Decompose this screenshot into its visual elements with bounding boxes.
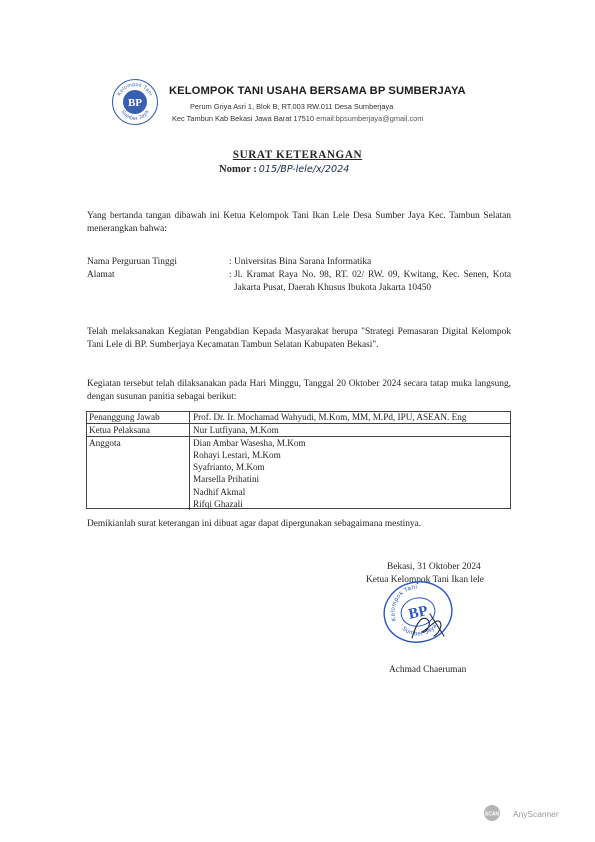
table-row (86, 424, 511, 437)
svg-text:Kelompok Tani: Kelompok Tani (390, 584, 418, 622)
signature-place-date: Bekasi, 31 Oktober 2024 (387, 562, 481, 572)
address-line-1: Perum Griya Asri 1, Blok B, RT.003 RW.011 Desa Sumberjaya (190, 102, 394, 111)
role-cell: Penanggung Jawab (86, 411, 190, 424)
closing-paragraph: Demikianlah surat keterangan ini dibuat agar dapat dipergunakan sebagaimana mestinya. (87, 519, 422, 529)
person-cell: Nadhif Akmal (193, 486, 246, 497)
scanner-app-name: AnyScanner (513, 809, 559, 819)
person-cell: Dian Ambar Wasesha, M.Kom (193, 438, 306, 449)
field-label-address: Alamat (87, 270, 115, 280)
letter-number-value: 015/BP-lele/x/2024 (258, 164, 350, 175)
letter-title-text: SURAT KETERANGAN (232, 149, 363, 161)
table-row (86, 411, 511, 424)
person-cell: Prof. Dr. Ir. Mochamad Wahyudi, M.Kom, MM, M.Pd, IPU, ASEAN. Eng (190, 411, 512, 424)
person-cell: Rohayi Lestari, M.Kom (193, 450, 281, 461)
activity-paragraph: Telah melaksanakan Kegiatan Pengabdian Kepada Masyarakat berupa "Strategi Pemasaran Digital Kelompok Tani Lele di BP. Sumberjaya Kecamatan Tambun Selatan Kabupaten Bekasi". (87, 327, 511, 351)
signature-position: Ketua Kelompok Tani Ikan lele (366, 575, 484, 585)
role-cell: Ketua Pelaksana (86, 424, 190, 437)
field-label-university: Nama Perguruan Tinggi (87, 257, 177, 267)
field-value-address: Jl. Kramat Raya No. 98, RT. 02/ RW. 09, Kwitang, Kec. Senen, Kota Jakarta Pusat, Daerah Khusus Ibukota Jakarta 10450 (234, 270, 511, 294)
person-cell: Rifqi Ghazali (193, 498, 243, 509)
table-row (86, 437, 511, 450)
letter-number-label: Nomor : (219, 164, 257, 175)
official-stamp (372, 574, 464, 650)
organization-logo (111, 78, 159, 126)
committee-table (86, 411, 511, 510)
svg-text:Sumber Jaya: Sumber Jaya (119, 109, 151, 123)
person-cell: Marsella Prihatini (193, 474, 260, 485)
field-colon: : (229, 270, 232, 280)
schedule-paragraph: Kegiatan tersebut telah dilaksanakan pada Hari Minggu, Tanggal 20 Oktober 2024 secara tatap muka langsung, dengan susunan panitia sebagai berikut: (87, 379, 511, 403)
role-cell: Anggota (86, 437, 190, 510)
svg-text:Kelompok Tani: Kelompok Tani (116, 81, 154, 98)
intro-paragraph: Yang bertanda tangan dibawah ini Ketua Kelompok Tani Ikan Lele Desa Sumber Jaya Kec. Tambun Selatan menerangkan bahwa: (87, 211, 511, 235)
person-cell: Nur Lutfiyana, M.Kom (190, 424, 512, 437)
svg-text:Sumber Jaya: Sumber Jaya (400, 623, 439, 638)
letter-title (0, 149, 595, 161)
stamp-initials: BP (407, 603, 430, 623)
organization-name: KELOMPOK TANI USAHA BERSAMA BP SUMBERJAYA (169, 85, 466, 97)
address-city: Kec Tambun Kab Bekasi Jawa Barat 17510 (172, 114, 315, 123)
field-colon: : (229, 257, 232, 267)
signer-name: Achmad Chaeruman (389, 665, 467, 675)
logo-initials: BP (127, 97, 143, 109)
person-cell: Syafrianto, M.Kom (193, 462, 265, 473)
email-address: email:bpsumberjaya@gmail.com (316, 114, 424, 123)
letter-number (219, 164, 349, 175)
scan-badge-text: SCAN (484, 811, 500, 818)
address-line-2 (172, 114, 423, 123)
field-value-university: Universitas Bina Sarana Informatika (234, 257, 372, 267)
